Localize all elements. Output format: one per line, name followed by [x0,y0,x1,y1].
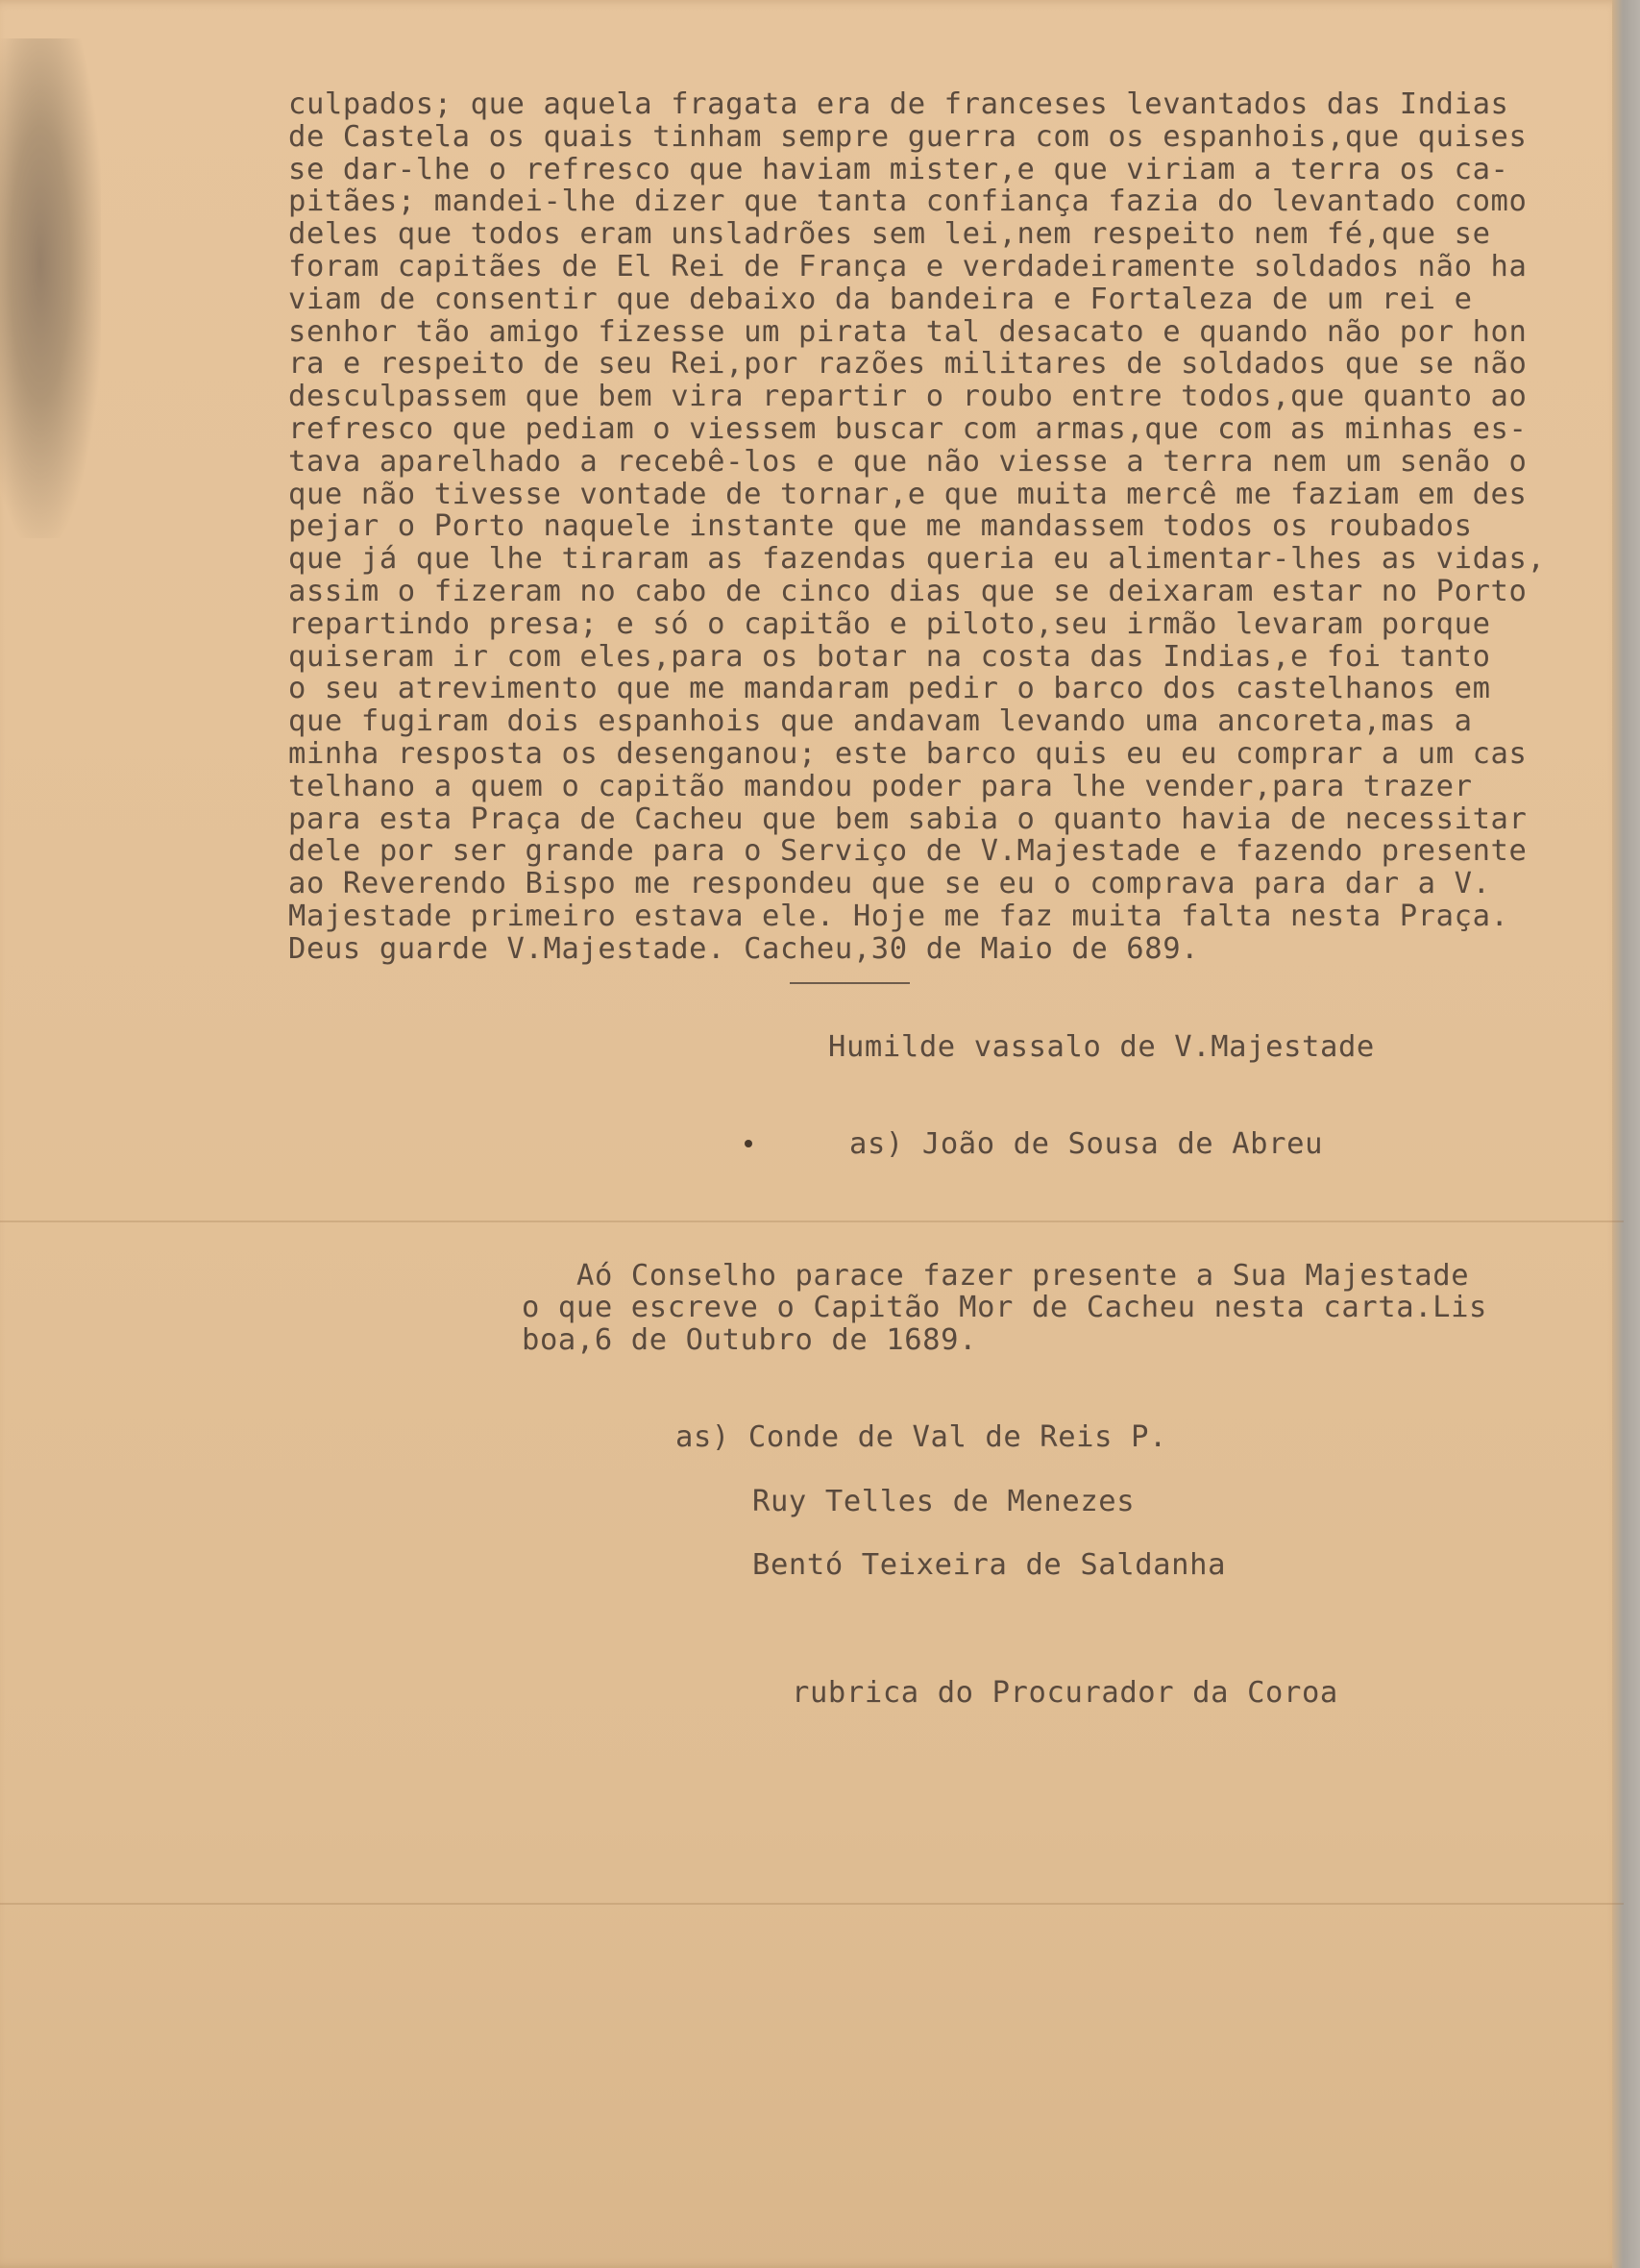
letter-line: senhor tão amigo fizesse um pirata tal desacato e quando não por hon [288,314,1528,349]
letter-line: Majestade primeiro estava ele. Hoje me faz muita falta nesta Praça. [288,899,1509,933]
letter-body [288,88,1604,966]
letter-line: se dar-lhe o refresco que haviam mister,e que viriam a terra os ca- [288,152,1509,186]
letter-line: pejar o Porto naquele instante que me mandassem todos os roubados [288,509,1473,544]
letter-line: ao Reverendo Bispo me respondeu que se eu o comprava para dar a V. [288,867,1491,901]
letter-line: refresco que pediam o viessem buscar com armas,que com as minhas es- [288,411,1528,446]
letter-line: o seu atrevimento que me mandaram pedir o barco dos castelhanos em [288,672,1491,706]
letter-line: quiseram ir com eles,para os botar na costa das Indias,e foi tanto [288,639,1491,674]
letter-line: pitães; mandei-lhe dizer que tanta confiança fazia do levantado como [288,185,1528,219]
letter-line: ra e respeito de seu Rei,por razões militares de soldados que se não [288,347,1528,382]
letter-line: culpados; que aquela fragata era de franceses levantados das Indias [288,87,1509,121]
letter-line: deles que todos eram unsladrões sem lei,nem respeito nem fé,que se [288,217,1491,252]
separator-rule [790,982,910,984]
letter-line: dele por ser grande para o Serviço de V.Majestade e fazendo presente [288,834,1528,869]
council-note-line: boa,6 de Outubro de 1689. [522,1323,978,1357]
paper-edge-shadow [1612,0,1640,2268]
letter-line: tava aparelhado a recebê-los e que não viesse a terra nem um senão o [288,444,1528,479]
council-note-line: Aó Conselho parace fazer presente a Sua Majestade [576,1259,1470,1293]
signatory: Ruy Telles de Menezes [752,1485,1136,1518]
letter-line: telhano a quem o capitão mandou poder para lhe vender,para trazer [288,769,1473,803]
letter-line: desculpassem que bem vira repartir o roubo entre todos,que quanto ao [288,380,1528,414]
letter-line: Deus guarde V.Majestade. Cacheu,30 de Maio de 689. [288,931,1200,966]
paper-fold-line [0,1220,1624,1222]
rubric-note: rubrica do Procurador da Coroa [792,1676,1338,1710]
paper-stain [0,38,101,538]
letter-line: repartindo presa; e só o capitão e piloto,seu irmão levaram porque [288,606,1491,641]
letter-line: que fugiram dois espanhois que andavam levando uma ancoreta,mas a [288,704,1473,739]
letter-line: minha resposta os desenganou; este barco quis eu eu comprar a um cas [288,736,1528,771]
letter-line: que já que lhe tiraram as fazendas queria eu alimentar-lhes as vidas, [288,542,1546,577]
signature-line: as) João de Sousa de Abreu [849,1127,1324,1161]
letter-line: que não tivesse vontade de tornar,e que muita mercê me faziam em des [288,477,1528,511]
letter-line: foram capitães de El Rei de França e verdadeiramente soldados não ha [288,249,1528,284]
council-note-line: o que escreve o Capitão Mor de Cacheu nesta carta.Lis [522,1291,1488,1324]
signatory: as) Conde de Val de Reis P. [675,1420,1167,1454]
letter-line: para esta Praça de Cacheu que bem sabia o quanto havia de necessitar [288,801,1528,836]
letter-line: de Castela os quais tinham sempre guerra com os espanhois,que quises [288,119,1528,154]
signatory: Bentó Teixeira de Saldanha [752,1548,1227,1582]
paper-fold-line [0,1903,1624,1905]
ink-speck [745,1140,752,1147]
letter-line: viam de consentir que debaixo da bandeira e Fortaleza de um rei e [288,282,1473,316]
letter-line: assim o fizeram no cabo de cinco dias que se deixaram estar no Porto [288,574,1528,608]
closing-salutation: Humilde vassalo de V.Majestade [828,1030,1375,1064]
